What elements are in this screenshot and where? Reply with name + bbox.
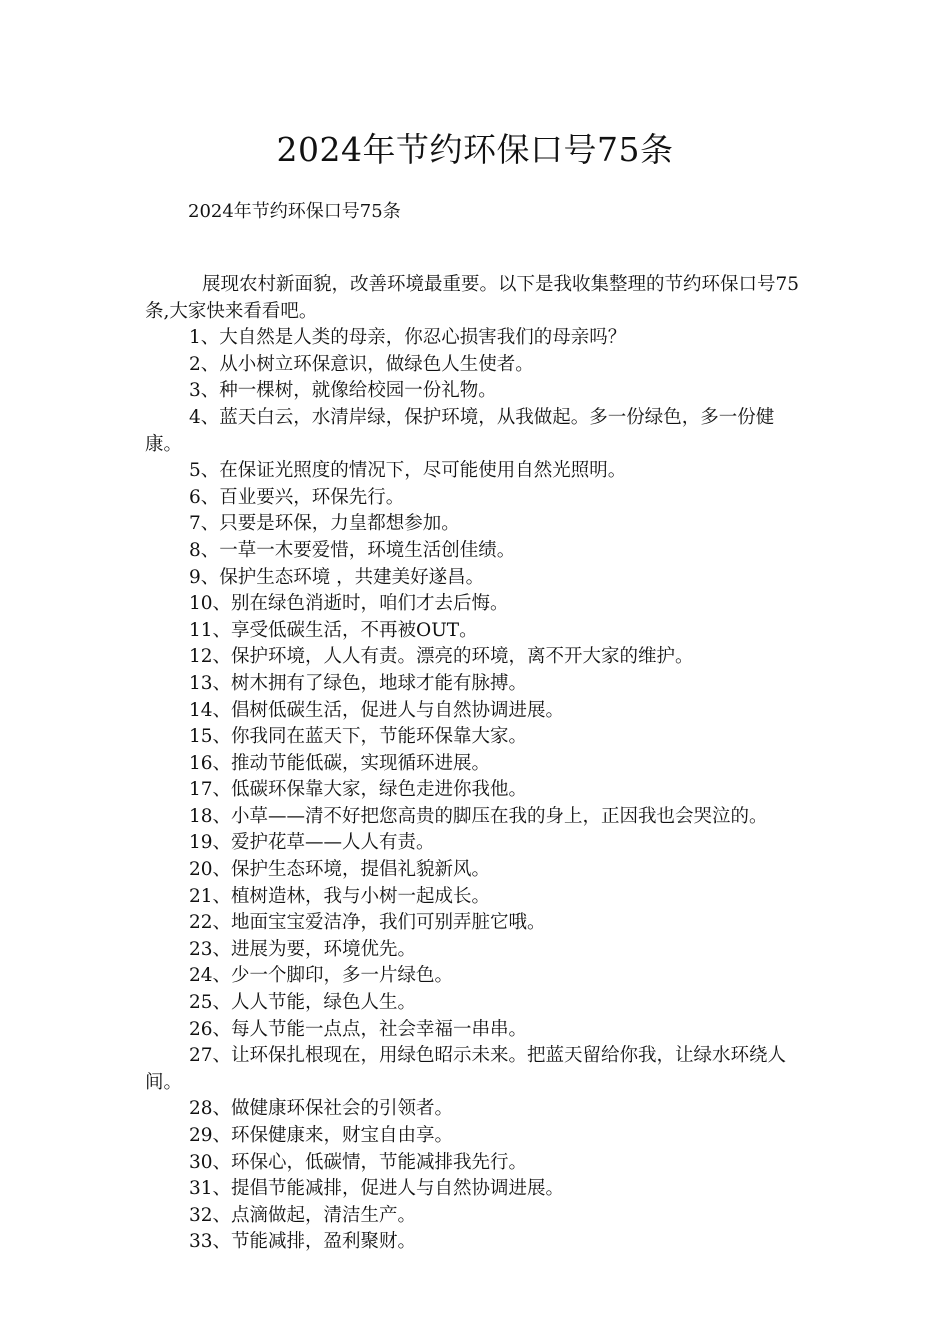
intro-paragraph: 展现农村新面貌，改善环境最重要。以下是我收集整理的节约环保口号75条,大家快来看看吧。 xyxy=(145,274,800,322)
slogan-item: 1、大自然是人类的母亲，你忍心损害我们的母亲吗？ xyxy=(189,327,627,349)
slogan-item: 31、提倡节能减排，促进人与自然协调进展。 xyxy=(189,1178,565,1200)
slogan-item: 30、环保心，低碳情，节能减排我先行。 xyxy=(189,1151,528,1173)
document-body xyxy=(145,272,811,1256)
slogan-item: 32、点滴做起，清洁生产。 xyxy=(189,1204,417,1226)
slogan-item: 29、环保健康来，财宝自由享。 xyxy=(189,1125,454,1146)
slogan-item: 28、做健康环保社会的引领者。 xyxy=(189,1098,454,1120)
slogan-item: 21、植树造林，我与小树一起成长。 xyxy=(189,885,491,907)
slogan-item: 12、保护环境，人人有责。漂亮的环境，离不开大家的维护。 xyxy=(189,646,694,668)
slogan-item: 15、你我同在蓝天下，节能环保靠大家。 xyxy=(189,726,528,748)
slogan-item: 20、保护生态环境，提倡礼貌新风。 xyxy=(189,859,491,881)
slogan-item: 10、别在绿色消逝时，咱们才去后悔。 xyxy=(189,593,509,615)
slogan-item: 22、地面宝宝爱洁净，我们可别弄脏它哦。 xyxy=(189,912,546,934)
document-subtitle: 2024年节约环保口号75条 xyxy=(188,201,401,222)
slogan-item: 8、一草一木要爱惜，环境生活创佳绩。 xyxy=(189,539,516,561)
slogan-item: 2、从小树立环保意识，做绿色人生使者。 xyxy=(189,353,534,375)
slogan-item: 25、人人节能，绿色人生。 xyxy=(189,992,417,1014)
slogan-item: 16、推动节能低碳，实现循环进展。 xyxy=(189,752,491,774)
slogan-item: 26、每人节能一点点，社会幸福一串串。 xyxy=(189,1018,528,1040)
slogan-item: 7、只要是环保，力皇都想参加。 xyxy=(189,513,460,535)
slogan-item: 3、种一棵树，就像给校园一份礼物。 xyxy=(189,380,497,402)
slogan-item: 4、蓝天白云，水清岸绿，保护环境，从我做起。多一份绿色，多一份健康。 xyxy=(145,406,775,455)
slogan-item: 13、树木拥有了绿色，地球才能有脉搏。 xyxy=(189,672,528,694)
slogan-item: 27、让环保扎根现在，用绿色昭示未来。把蓝天留给你我，让绿水环绕人间。 xyxy=(145,1045,787,1093)
document-title: 2024年节约环保口号75条 xyxy=(276,130,674,169)
slogan-item: 24、少一个脚印，多一片绿色。 xyxy=(189,965,454,987)
slogan-item: 5、在保证光照度的情况下，尽可能使用自然光照明。 xyxy=(189,460,627,482)
slogan-item: 11、享受低碳生活，不再被OUT。 xyxy=(189,619,478,641)
slogan-item: 14、倡树低碳生活，促进人与自然协调进展。 xyxy=(189,699,565,721)
slogan-item: 19、爱护花草——人人有责。 xyxy=(189,832,435,854)
slogan-item: 9、保护生态环境 ，共建美好遂昌。 xyxy=(189,566,485,588)
slogan-item: 23、进展为要，环境优先。 xyxy=(189,938,417,960)
slogan-item: 18、小草——清不好把您高贵的脚压在我的身上，正因我也会哭泣的。 xyxy=(189,805,768,827)
slogan-item: 17、低碳环保靠大家，绿色走进你我他。 xyxy=(189,779,528,801)
slogan-item: 6、百业要兴，环保先行。 xyxy=(189,486,405,508)
slogan-item: 33、节能减排，盈利聚财。 xyxy=(189,1231,417,1253)
